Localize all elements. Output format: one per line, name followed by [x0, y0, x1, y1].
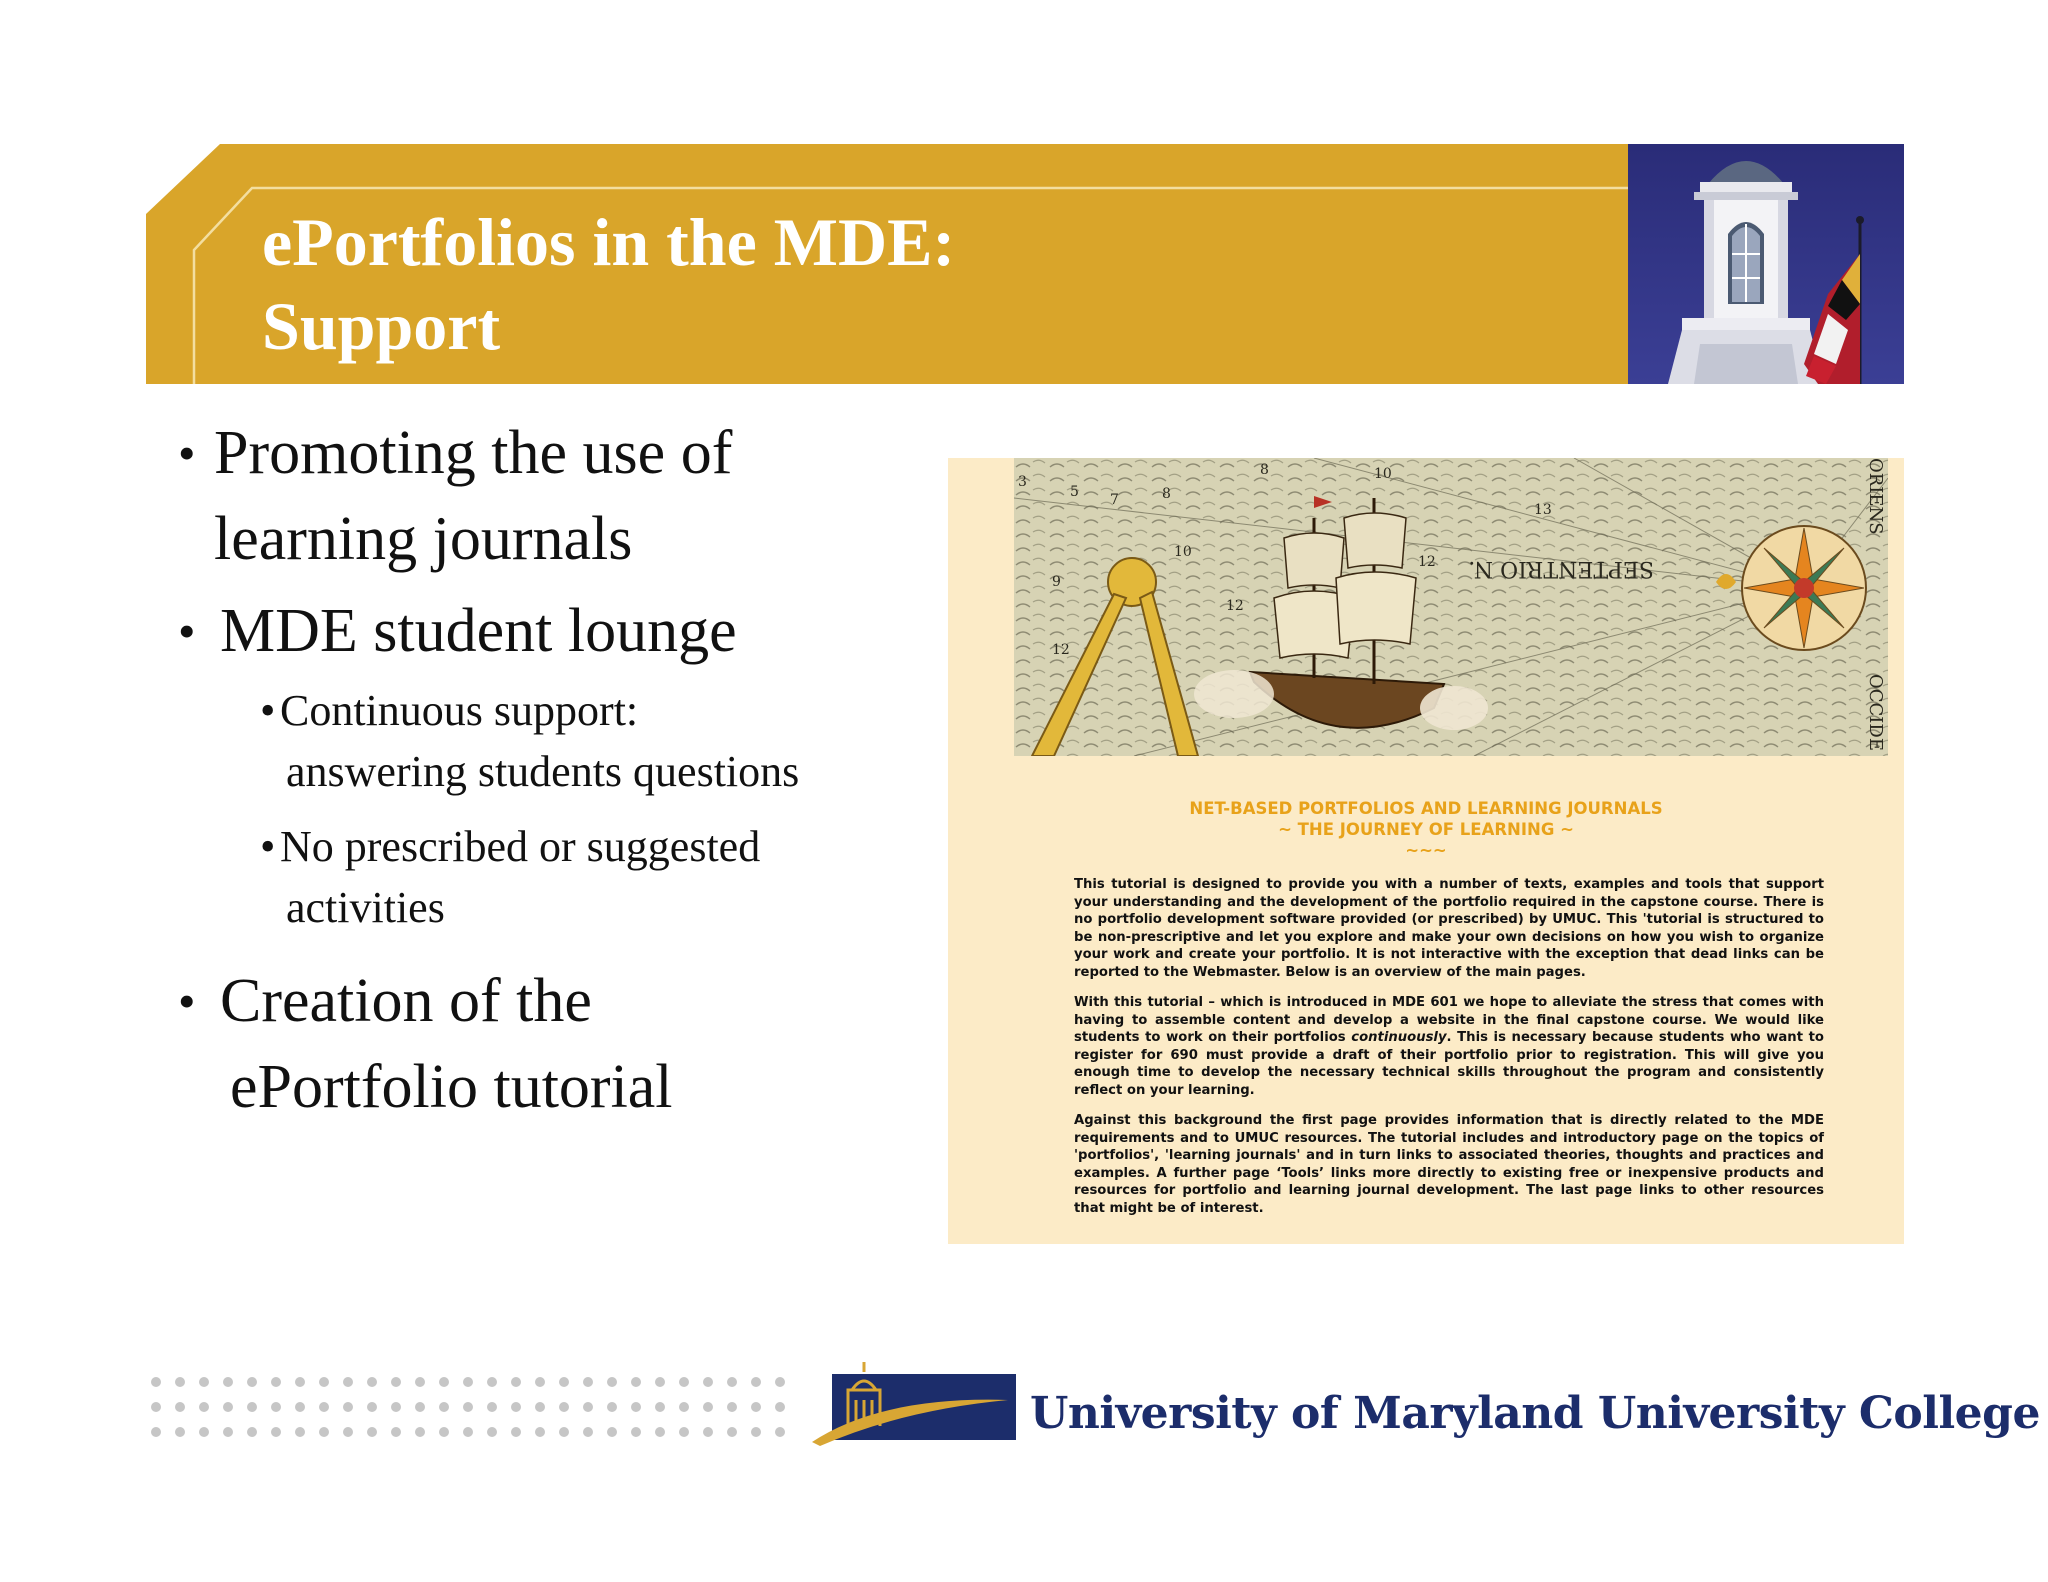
grid-dot — [775, 1402, 785, 1412]
grid-dot — [631, 1402, 641, 1412]
grid-dot — [175, 1402, 185, 1412]
map-label-east: ORIENS — [1865, 458, 1886, 535]
grid-dot — [151, 1377, 161, 1387]
bullet-eportfolio-tutorial — [178, 958, 898, 1130]
grid-dot — [439, 1402, 449, 1412]
decorative-dot-grid — [148, 1374, 798, 1444]
grid-dot — [631, 1427, 641, 1437]
grid-dot — [703, 1402, 713, 1412]
subbullet-text-line-2: answering students questions — [286, 747, 800, 796]
tutorial-p2-emphasis: continuously — [1351, 1030, 1447, 1045]
bullet-text: MDE student lounge — [220, 597, 737, 665]
map-label-north: SEPTENTRIO N. — [1468, 556, 1654, 581]
bullet-dot: • — [178, 425, 196, 481]
grid-dot — [223, 1402, 233, 1412]
tutorial-screenshot — [948, 458, 1904, 1244]
grid-dot — [487, 1377, 497, 1387]
grid-dot — [559, 1377, 569, 1387]
grid-dot — [463, 1377, 473, 1387]
grid-dot — [655, 1427, 665, 1437]
grid-dot — [703, 1427, 713, 1437]
grid-dot — [679, 1402, 689, 1412]
grid-dot — [247, 1377, 257, 1387]
svg-text:12: 12 — [1226, 598, 1244, 614]
grid-dot — [319, 1377, 329, 1387]
nautical-map-banner — [1014, 458, 1888, 756]
subbullet-text-line-1: No prescribed or suggested — [280, 822, 761, 871]
grid-dot — [367, 1427, 377, 1437]
svg-text:10: 10 — [1174, 544, 1192, 560]
grid-dot — [319, 1402, 329, 1412]
grid-dot — [535, 1377, 545, 1387]
bullet-text-line-1: Creation of the — [220, 967, 592, 1035]
bullet-dot: • — [178, 603, 196, 659]
institution-name: University of Maryland University College — [1030, 1388, 2040, 1439]
grid-dot — [199, 1427, 209, 1437]
grid-dot — [391, 1402, 401, 1412]
grid-dot — [271, 1377, 281, 1387]
tutorial-heading-line-3: ~~~ — [1405, 841, 1447, 860]
svg-text:12: 12 — [1418, 554, 1436, 570]
svg-text:12: 12 — [1052, 642, 1070, 658]
tutorial-heading-line-2: ~ THE JOURNEY OF LEARNING ~ — [1278, 820, 1574, 839]
grid-dot — [535, 1402, 545, 1412]
grid-dot — [607, 1402, 617, 1412]
grid-dot — [679, 1427, 689, 1437]
svg-text:8: 8 — [1260, 462, 1269, 478]
svg-text:13: 13 — [1534, 502, 1552, 518]
grid-dot — [775, 1427, 785, 1437]
subbullet-text-line-1: Continuous support: — [280, 686, 639, 735]
grid-dot — [463, 1402, 473, 1412]
subbullet-text-line-2: activities — [286, 883, 445, 932]
slide-title-line-1: ePortfolios in the MDE: — [262, 204, 956, 280]
grid-dot — [655, 1402, 665, 1412]
grid-dot — [295, 1427, 305, 1437]
grid-dot — [511, 1427, 521, 1437]
svg-text:5: 5 — [1070, 484, 1079, 500]
bullet-text-line-2: learning journals — [214, 505, 633, 573]
bullet-dot: • — [178, 973, 196, 1029]
grid-dot — [391, 1427, 401, 1437]
svg-text:10: 10 — [1374, 466, 1392, 482]
tutorial-paragraph-3: Against this background the first page provides information that is directly related to the MDE requirements and to UMUC resources. The tutorial includes and introductory page on the topics of 'portfolios', 'learning journals' and in turn links to associated theories, thoughts and practices and examples. A further page ‘Tools’ links more directly to existing free or inexpensive products and resources for portfolio and learning journal development. The last page links to other resources that might be of interest. — [1074, 1113, 1824, 1216]
slide-title-line-2: Support — [262, 288, 501, 364]
tutorial-paragraph-1: This tutorial is designed to provide you with a number of texts, examples and tools that support your understanding and the development of the portfolio required in the capstone course. There is no portfolio development software provided (or prescribed) by UMUC. This 'tutorial is structured to be non-prescriptive and let you explore and make your own decisions on how you wish to organize your work and create your portfolio. It is not interactive with the exception that dead links can be reported to the Webmaster. Below is an overview of the main pages. — [1074, 877, 1824, 980]
map-label-west: OCCIDE — [1865, 674, 1886, 751]
subbullet-continuous-support — [260, 680, 898, 802]
cupola-photo — [1628, 144, 1904, 384]
grid-dot — [367, 1377, 377, 1387]
grid-dot — [679, 1377, 689, 1387]
grid-dot — [223, 1377, 233, 1387]
bullet-list — [178, 410, 898, 1130]
grid-dot — [607, 1427, 617, 1437]
grid-dot — [535, 1427, 545, 1437]
grid-dot — [415, 1427, 425, 1437]
grid-dot — [559, 1427, 569, 1437]
tutorial-body — [1074, 876, 1824, 1230]
grid-dot — [511, 1402, 521, 1412]
bullet-text-line-1: Promoting the use of — [214, 419, 733, 487]
grid-dot — [295, 1377, 305, 1387]
grid-dot — [199, 1377, 209, 1387]
grid-dot — [703, 1377, 713, 1387]
grid-dot — [343, 1377, 353, 1387]
grid-dot — [487, 1427, 497, 1437]
tutorial-p2-text-a: With this tutorial – which is introduced in MDE 601 we hope to alleviate the stress that comes with having to assemble content and develop a website in the final capstone course. We would like students to work on their portfolios — [1074, 995, 1824, 1045]
grid-dot — [415, 1402, 425, 1412]
grid-dot — [727, 1377, 737, 1387]
grid-dot — [151, 1427, 161, 1437]
tutorial-paragraph-2 — [1074, 994, 1824, 1099]
grid-dot — [271, 1402, 281, 1412]
grid-dot — [511, 1377, 521, 1387]
grid-dot — [439, 1377, 449, 1387]
grid-dot — [151, 1402, 161, 1412]
grid-dot — [319, 1427, 329, 1437]
tutorial-heading-line-1: NET-BASED PORTFOLIOS AND LEARNING JOURNALS — [1189, 799, 1663, 818]
subbullet-dot: • — [260, 822, 276, 871]
grid-dot — [463, 1427, 473, 1437]
grid-dot — [751, 1377, 761, 1387]
grid-dot — [559, 1402, 569, 1412]
grid-dot — [343, 1427, 353, 1437]
grid-dot — [175, 1377, 185, 1387]
grid-dot — [271, 1427, 281, 1437]
subbullet-no-prescribed-activities — [260, 816, 898, 938]
grid-dot — [751, 1427, 761, 1437]
grid-dot — [487, 1402, 497, 1412]
svg-text:3: 3 — [1018, 474, 1027, 490]
grid-dot — [415, 1377, 425, 1387]
grid-dot — [583, 1402, 593, 1412]
grid-dot — [343, 1402, 353, 1412]
grid-dot — [391, 1377, 401, 1387]
grid-dot — [367, 1402, 377, 1412]
bullet-text-line-2: ePortfolio tutorial — [230, 1053, 673, 1121]
subbullet-dot: • — [260, 686, 276, 735]
grid-dot — [247, 1402, 257, 1412]
bullet-student-lounge — [178, 588, 898, 674]
grid-dot — [751, 1402, 761, 1412]
grid-dot — [439, 1427, 449, 1437]
grid-dot — [175, 1427, 185, 1437]
grid-dot — [583, 1377, 593, 1387]
grid-dot — [607, 1377, 617, 1387]
tutorial-p2-text-b: . This is necessary because students who want to register for 690 must provide a draft of their portfolio prior to registration. This will give you enough time to develop the necessary technical skills throughout the program and consistently reflect on your learning. — [1074, 1030, 1824, 1098]
grid-dot — [295, 1402, 305, 1412]
slide-title — [262, 200, 955, 368]
tutorial-heading — [948, 798, 1904, 861]
grid-dot — [247, 1427, 257, 1437]
svg-text:9: 9 — [1052, 574, 1061, 590]
svg-text:8: 8 — [1162, 486, 1171, 502]
grid-dot — [199, 1402, 209, 1412]
grid-dot — [223, 1427, 233, 1437]
umuc-dome-logo — [812, 1356, 1018, 1446]
grid-dot — [727, 1427, 737, 1437]
grid-dot — [775, 1377, 785, 1387]
svg-text:7: 7 — [1110, 492, 1119, 508]
grid-dot — [631, 1377, 641, 1387]
grid-dot — [727, 1402, 737, 1412]
grid-dot — [655, 1377, 665, 1387]
grid-dot — [583, 1427, 593, 1437]
bullet-learning-journals — [178, 410, 898, 582]
